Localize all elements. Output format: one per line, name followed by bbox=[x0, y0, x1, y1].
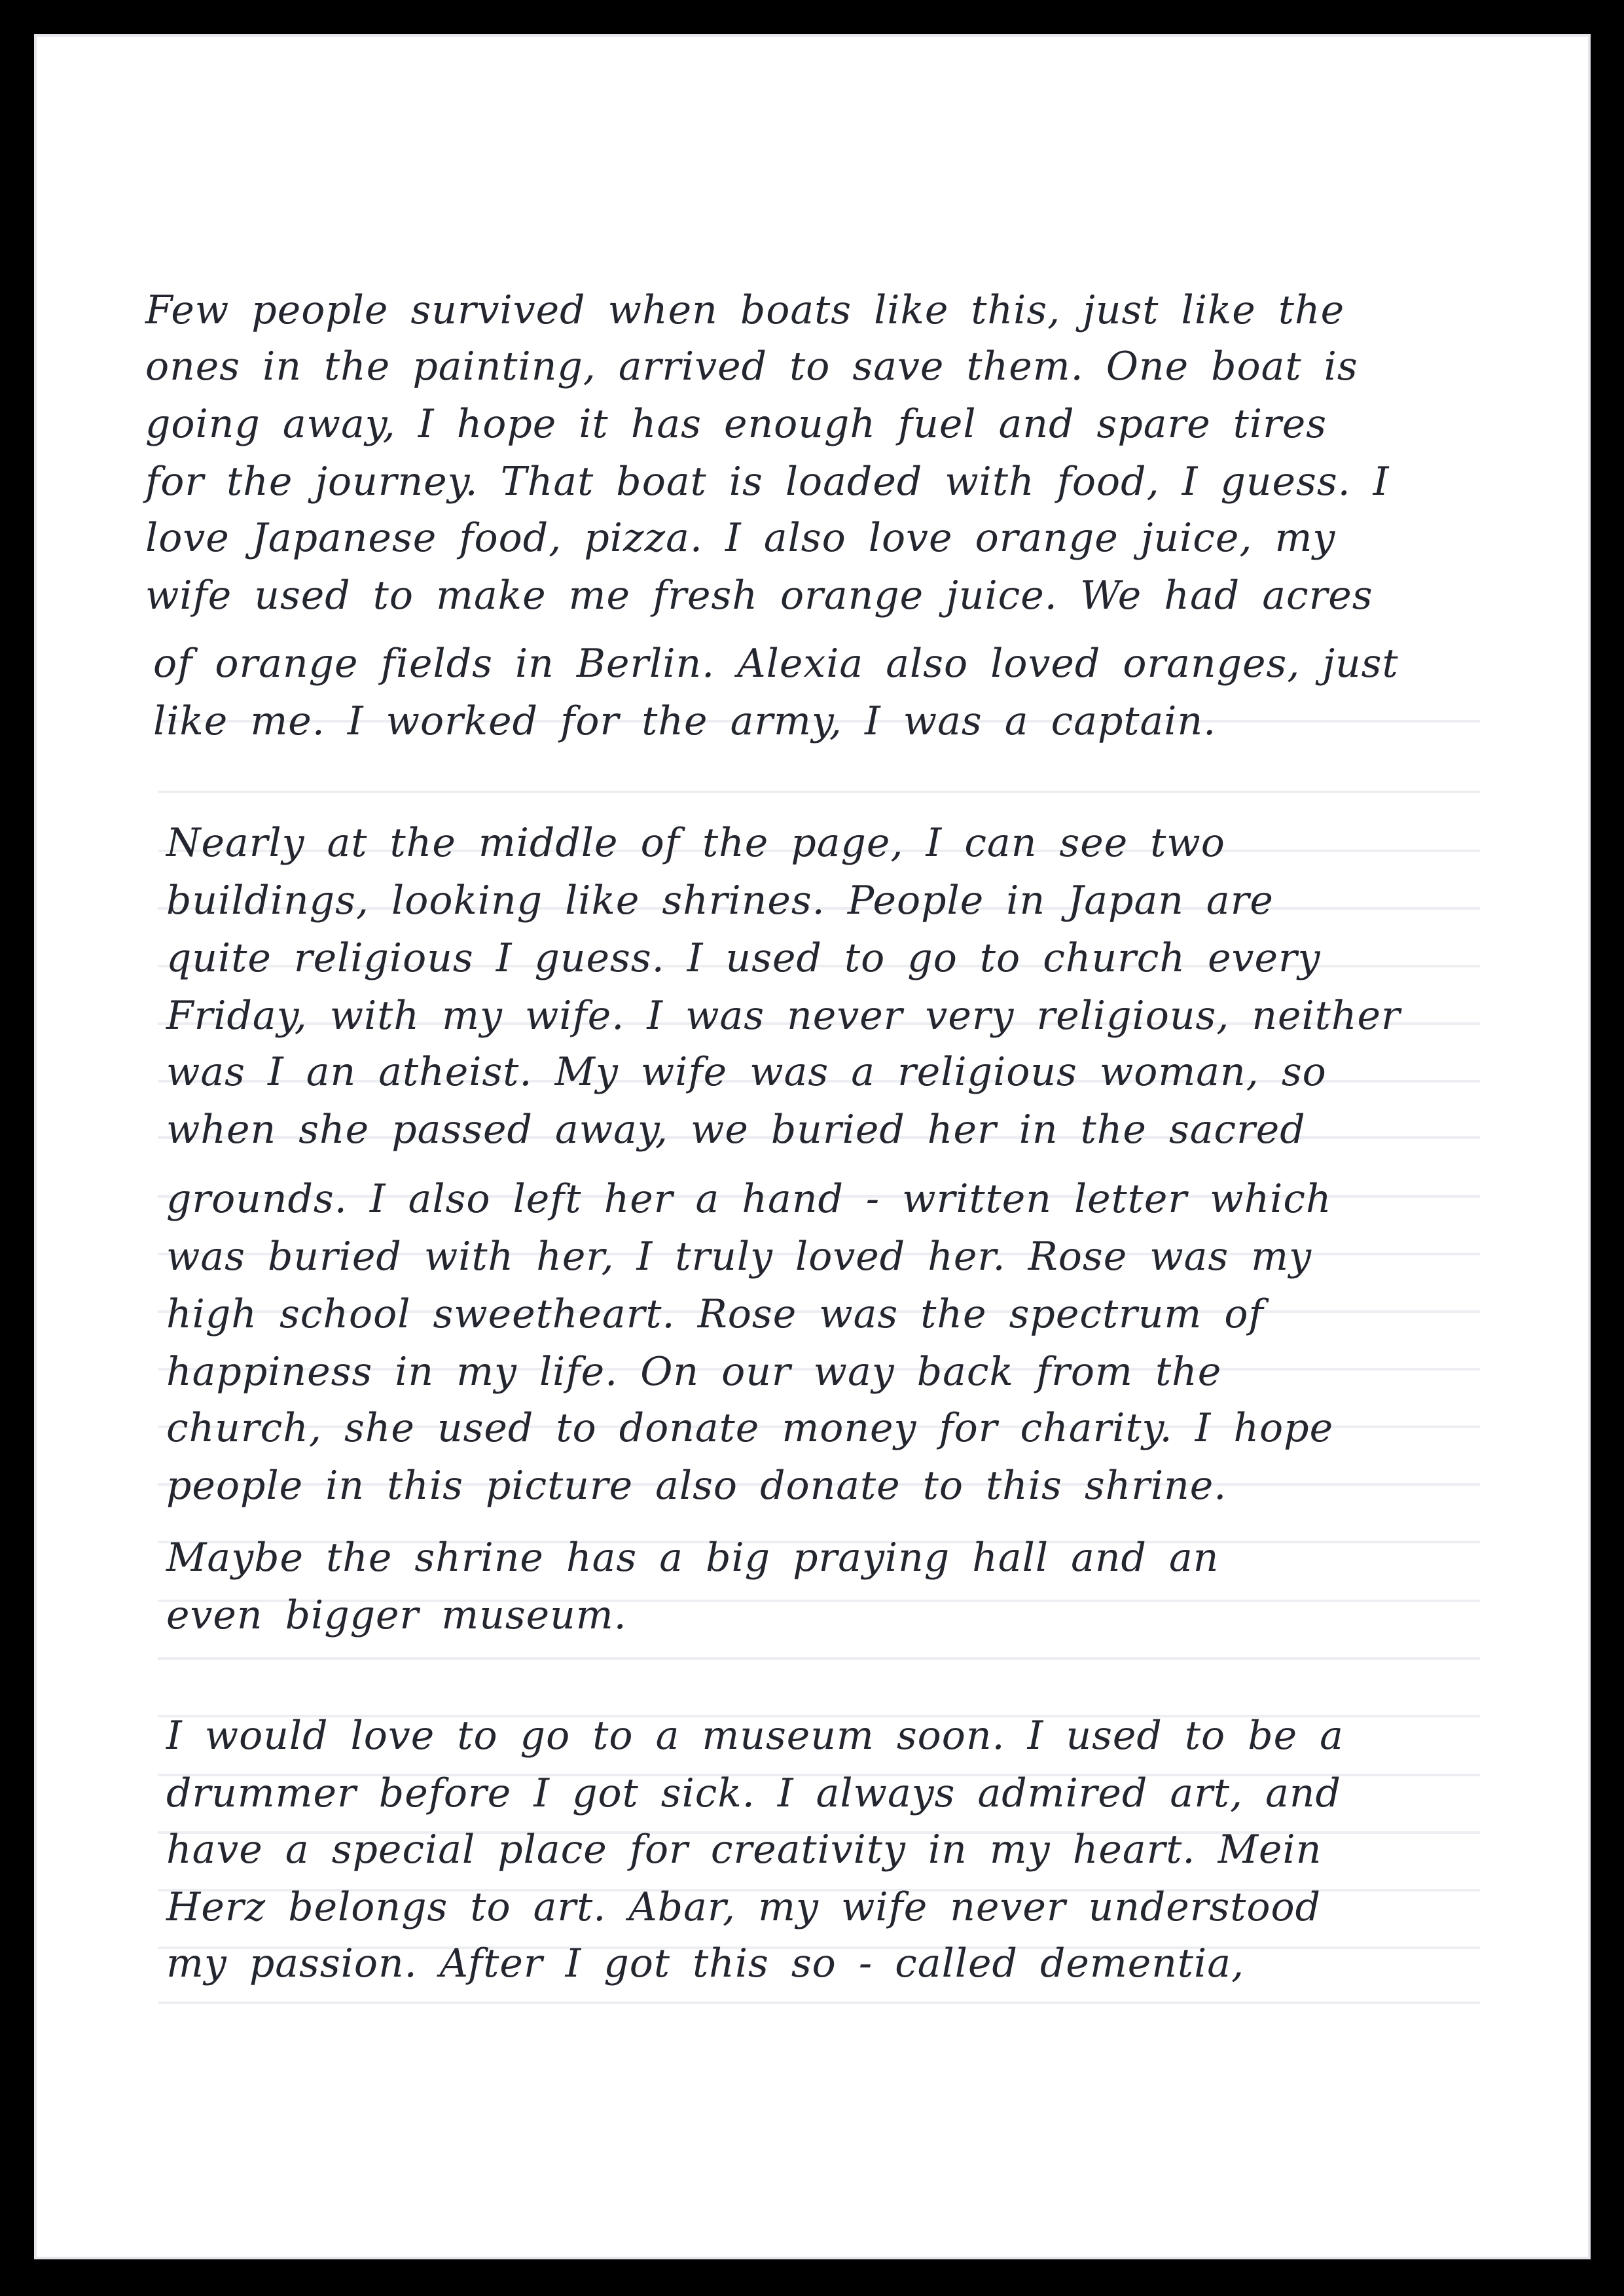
text-line: Friday, with my wife. I was never very religious, neither bbox=[166, 993, 1401, 1039]
text-line: drummer before I got sick. I always admired art, and bbox=[166, 1770, 1341, 1816]
text-line: I would love to go to a museum soon. I used to be a bbox=[166, 1713, 1344, 1759]
text-line: even bigger museum. bbox=[166, 1592, 627, 1638]
handwritten-page bbox=[34, 34, 1591, 2259]
text-line: for the journey. That boat is loaded with food, I guess. I bbox=[145, 459, 1390, 505]
ruled-line bbox=[158, 1657, 1480, 1660]
text-line: love Japanese food, pizza. I also love orange juice, my bbox=[145, 515, 1336, 561]
text-line: people in this picture also donate to this shrine. bbox=[166, 1463, 1227, 1509]
text-line: like me. I worked for the army, I was a captain. bbox=[153, 698, 1217, 744]
text-line: ones in the painting, arrived to save them. One boat is bbox=[145, 344, 1358, 389]
text-line: high school sweetheart. Rose was the spectrum of bbox=[166, 1291, 1264, 1337]
ruled-line bbox=[158, 2001, 1480, 2004]
text-line: my passion. After I got this so - called dementia, bbox=[166, 1941, 1245, 1986]
text-line: have a special place for creativity in my heart. Mein bbox=[166, 1827, 1322, 1873]
text-line: church, she used to donate money for charity. I hope bbox=[166, 1405, 1334, 1451]
text-line: quite religious I guess. I used to go to church every bbox=[166, 935, 1321, 981]
text-line: was I an atheist. My wife was a religious woman, so bbox=[166, 1049, 1327, 1095]
text-line: Nearly at the middle of the page, I can see two bbox=[166, 820, 1225, 866]
text-line: of orange fields in Berlin. Alexia also loved oranges, just bbox=[153, 641, 1399, 687]
text-line: Herz belongs to art. Abar, my wife never understood bbox=[166, 1884, 1322, 1930]
text-line: going away, I hope it has enough fuel and spare tires bbox=[145, 401, 1327, 447]
text-line: when she passed away, we buried her in the sacred bbox=[166, 1107, 1306, 1153]
text-line: wife used to make me fresh orange juice. We had acres bbox=[145, 573, 1373, 619]
ruled-line bbox=[158, 791, 1480, 793]
text-line: buildings, looking like shrines. People in Japan are bbox=[166, 878, 1274, 924]
text-line: happiness in my life. On our way back from the bbox=[166, 1349, 1222, 1395]
text-line: Few people survived when boats like this, just like the bbox=[145, 287, 1345, 333]
text-line: was buried with her, I truly loved her. Rose was my bbox=[166, 1234, 1312, 1280]
text-line: grounds. I also left her a hand - written letter which bbox=[166, 1176, 1332, 1222]
text-line: Maybe the shrine has a big praying hall and an bbox=[166, 1535, 1219, 1581]
